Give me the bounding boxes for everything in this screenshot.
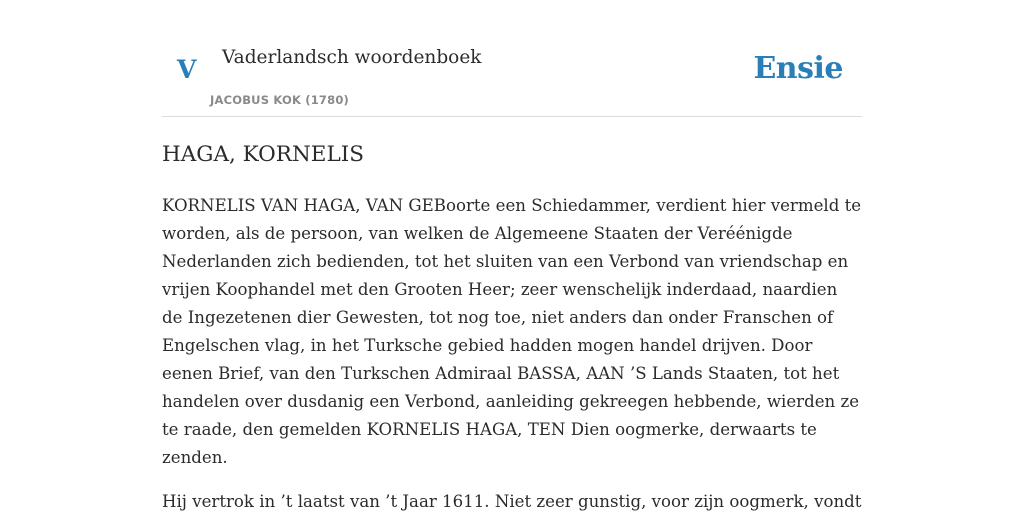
entry-paragraph: KORNELIS VAN HAGA, VAN GEBoorte een Schiedammer, verdient hier vermeld te worden, als de persoon, van welken de Algemeene Staaten der Veréénigde Nederlanden zich bedienden, tot het sluiten van een Verbond van vriendschap en vrijen Koophandel met den Grooten Heer; zeer wenschelijk inderdaad, naardien de Ingezetenen dier Gewesten, tot nog toe, niet anders dan onder Franschen of Engelschen vlag, in het Turksche gebied hadden mogen handel drijven. Door eenen Brief, van den Turkschen Admiraal BASSA, AAN ’S Lands Staaten, tot het handelen over dusdanig een Verbond, aanleiding gekreegen hebbende, wierden ze te raade, den gemelden KORNELIS HAGA, TEN Dien oogmerke, derwaarts te zenden. — [162, 196, 862, 467]
ensie-logo[interactable]: Ensie — [753, 51, 843, 86]
entry-content — [162, 192, 862, 512]
page-container — [162, 0, 862, 511]
book-author: JACOBUS KOK (1780) — [210, 93, 349, 107]
site-header — [162, 0, 862, 117]
letter-index-link[interactable]: V — [177, 55, 197, 84]
entry-title: HAGA, KORNELIS — [162, 142, 364, 167]
entry-paragraph: Hij vertrok in ’t laatst van ’t Jaar 1611. Niet zeer gunstig, voor zijn oogmerk, vondt — [162, 492, 862, 511]
book-title-link[interactable]: Vaderlandsch woordenboek — [222, 47, 482, 68]
